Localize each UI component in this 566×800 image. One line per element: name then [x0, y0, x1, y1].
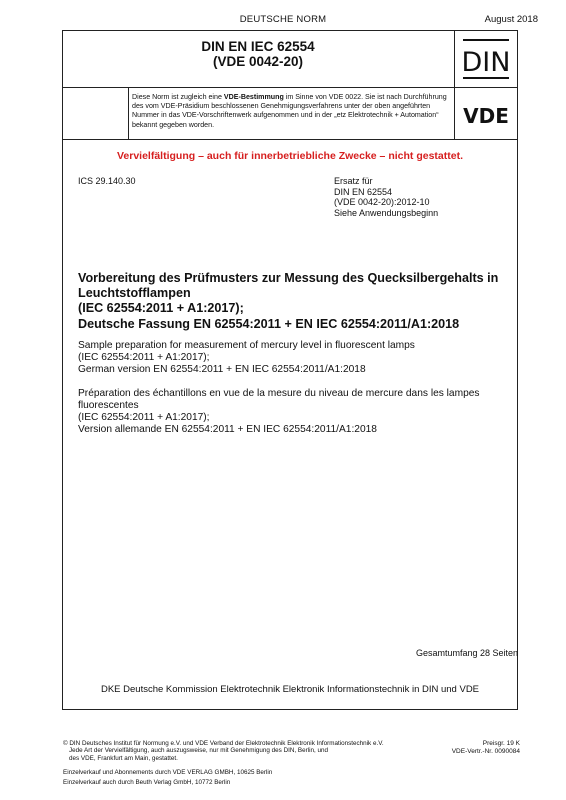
copyright-line1: © DIN Deutsches Institut für Normung e.V. und VDE Verband der Elektrotechnik Elektronik Informationstechnik e.V.: [63, 740, 384, 747]
english-title: [78, 340, 508, 376]
norm-label: DEUTSCHE NORM: [239, 14, 327, 25]
english-title-line1: Sample preparation for measurement of mercury level in fluorescent lamps: [78, 340, 415, 351]
copyright-line2: Jede Art der Vervielfältigung, auch auszugsweise, nur mit Genehmigung des DIN, Berlin, und: [69, 747, 329, 755]
publication-date: August 2018: [484, 14, 538, 25]
german-title: [78, 271, 508, 332]
french-title-line4: Version allemande EN 62554:2011 + EN IEC 62554:2011/A1:2018: [78, 424, 377, 435]
vde-notice: [132, 93, 450, 130]
din-logo-text: DIN: [461, 47, 511, 78]
din-logo: [455, 36, 517, 82]
dke-line: DKE Deutsche Kommission Elektrotechnik Elektronik Informationstechnik in DIN und VDE: [100, 684, 480, 695]
price-group: Preisgr. 19 K: [482, 740, 520, 747]
vde-logo: [455, 102, 517, 128]
copyright-line3: des VDE, Frankfurt am Main, gestattet.: [69, 754, 178, 762]
ics-code: ICS 29.140.30: [78, 176, 136, 186]
replacement-line3: (VDE 0042-20):2012-10: [334, 197, 430, 207]
replacement-line4: Siehe Anwendungsbeginn: [334, 207, 439, 218]
standard-number: [62, 39, 454, 69]
notice-text-2: im Sinne von VDE 0022. Sie ist nach Durchführung des vom VDE-Präsidium beschlossenen Genehmigungsverfahrens unter der oben angeführten Nummer in das VDE-Vorschriftenwerk aufgenommen und in der „etz Elektrotechnik + Automation“ bekannt gegeben worden.: [132, 93, 447, 129]
price-info: [430, 740, 520, 756]
french-title-line1: Préparation des échantillons en vue de la mesure du niveau de mercure dans les lampes: [78, 388, 480, 399]
german-title-line1: Vorbereitung des Prüfmusters zur Messung des Quecksilbergehalts in: [78, 271, 499, 285]
french-title-line3: (IEC 62554:2011 + A1:2017);: [78, 412, 210, 423]
total-pages: Gesamtumfang 28 Seiten: [415, 648, 518, 658]
copyright-notice: [63, 740, 453, 762]
replacement-line2: DIN EN 62554: [334, 186, 393, 197]
standard-number-line1: DIN EN IEC 62554: [201, 39, 315, 54]
english-title-line2: (IEC 62554:2011 + A1:2017);: [78, 352, 210, 363]
french-title-line2: fluorescentes: [78, 400, 139, 411]
standard-number-line2: (VDE 0042-20): [212, 54, 304, 69]
vde-logo-text: VDE: [463, 104, 509, 128]
replacement-info: [334, 176, 504, 218]
french-title: [78, 388, 508, 436]
sales-info-beuth: Einzelverkauf auch durch Beuth Verlag GmbH, 10772 Berlin: [63, 779, 231, 786]
german-title-line3: (IEC 62554:2011 + A1:2017);: [78, 301, 244, 316]
vde-order-number: VDE-Vertr.-Nr. 0090084: [451, 748, 520, 755]
document-header: [0, 14, 566, 28]
sales-info-vde: Einzelverkauf und Abonnements durch VDE VERLAG GMBH, 10625 Berlin: [63, 769, 273, 776]
notice-left-divider: [128, 88, 129, 140]
replacement-line1: Ersatz für: [334, 176, 373, 186]
english-title-line3: German version EN 62554:2011 + EN IEC 62554:2011/A1:2018: [78, 364, 366, 375]
german-title-line4: Deutsche Fassung EN 62554:2011 + EN IEC 62554:2011/A1:2018: [78, 316, 460, 331]
notice-text-1: Diese Norm ist zugleich eine: [132, 93, 224, 101]
german-title-line2: Leuchtstofflampen: [78, 286, 191, 301]
notice-bold: VDE-Bestimmung: [223, 93, 284, 101]
reproduction-warning: Vervielfältigung – auch für innerbetriebliche Zwecke – nicht gestattet.: [116, 150, 463, 162]
